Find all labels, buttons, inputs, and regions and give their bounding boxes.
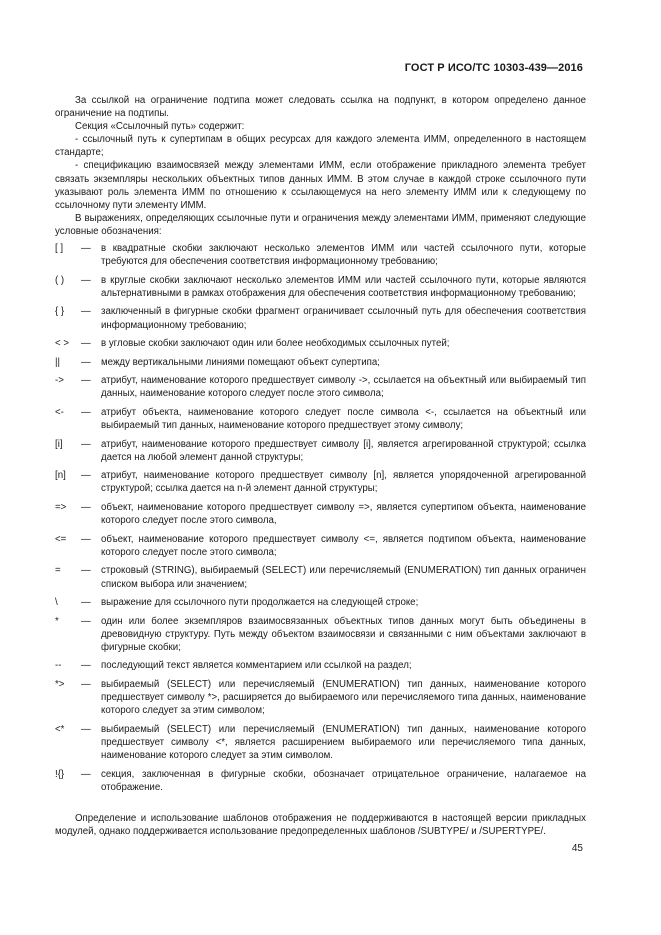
notation-description: выбираемый (SELECT) или перечисляемый (ENUMERATION) тип данных, наименование которого предшествует символу <*, является расширением выбираемого или перечисляемого типа данных, наименование которого следует за этим символом. [101, 723, 586, 762]
notation-symbol: <= [55, 533, 67, 545]
intro-paragraph-1: За ссылкой на ограничение подтипа может следовать ссылка на подпункт, в котором определено данное ограничение на подтипы. [55, 95, 586, 120]
notation-dash: — [81, 338, 91, 350]
notation-symbol: ( ) [55, 274, 65, 286]
intro-paragraph-4: - спецификацию взаимосвязей между элементами ИММ, если отображение прикладного элемента требует связать экземпляры нескольких объектных типов данных ИММ. В этом случае в каждой строке ссылочного пути указывают роль элемента ИММ по отношению к ссылающемуся на него элементу ИММ или к следующему по ссылочному пути элементу ИММ. [55, 160, 586, 211]
notation-description: в угловые скобки заключают один или более необходимых ссылочных путей; [101, 338, 450, 350]
notation-item [55, 242, 586, 268]
notation-symbol: [ ] [55, 243, 64, 255]
notation-dash: — [81, 306, 91, 318]
notation-item [55, 678, 586, 717]
notation-dash: — [81, 768, 91, 780]
notation-item [55, 469, 586, 495]
notation-dash: — [81, 723, 91, 735]
notation-item [55, 659, 586, 672]
notation-item [55, 274, 586, 300]
notation-dash: — [81, 274, 91, 286]
notation-item [55, 337, 586, 350]
notation-symbol: \ [55, 597, 58, 609]
notation-item [55, 406, 586, 432]
notation-dash: — [81, 660, 91, 672]
notation-dash: — [81, 533, 91, 545]
notation-symbol: < > [55, 338, 70, 350]
intro-paragraph-3: - ссылочный путь к супертипам в общих ресурсах для каждого элемента ИММ, определенного в настоящем стандарте; [55, 134, 586, 159]
notation-description: атрибут, наименование которого предшествует символу [i], является агрегированной структурой; ссылка дается на любой элемент данной структуры; [101, 438, 586, 463]
document-header: ГОСТ Р ИСО/ТС 10303-439—2016 [404, 62, 583, 74]
notation-dash: — [81, 406, 91, 418]
notation-description: объект, наименование которого предшествует символу =>, является супертипом объекта, наименование которого следует после этого символа, [101, 502, 586, 527]
notation-symbol: -- [55, 660, 62, 672]
notation-description: в квадратные скобки заключают несколько элементов ИММ или частей ссылочного пути, которые требуются для обеспечения соответствия информационному требованию; [101, 243, 586, 268]
notation-symbol: || [55, 356, 61, 368]
notation-description: атрибут, наименование которого предшествует символу ->, ссылается на объектный или выбираемый тип данных, наименование которого следует после этого символа; [101, 375, 586, 400]
notation-description: выбираемый (SELECT) или перечисляемый (ENUMERATION) тип данных, наименование которого предшествует символу *>, расширяется до выбираемого или перечисляемого типа данных, наименование которого следует за этим символом; [101, 679, 586, 717]
notation-item [55, 768, 586, 794]
notation-dash: — [81, 615, 91, 627]
notation-item [55, 615, 586, 654]
notation-symbol: *> [55, 679, 65, 691]
notation-item [55, 596, 586, 609]
notation-item [55, 564, 586, 590]
notation-description: атрибут, наименование которого предшествует символу [n], является упорядоченной агрегированной структурой; ссылка дается на n-й элемент данной структуры; [101, 470, 586, 495]
final-paragraph: Определение и использование шаблонов отображения не поддерживаются в настоящей версии прикладных модулей, однако поддерживается использование предопределенных шаблонов /SUBTYPE/ и /SUPERTYPE/. [55, 812, 586, 837]
notation-description: атрибут объекта, наименование которого следует после символа <-, ссылается на объектный или выбираемый тип данных, наименование которого предшествует этому символу; [101, 406, 586, 432]
notation-item [55, 533, 586, 559]
notation-symbol: { } [55, 306, 65, 318]
notation-dash: — [81, 243, 91, 255]
notation-symbol: !{} [55, 768, 65, 780]
notation-description: объект, наименование которого предшествует символу <=, является подтипом объекта, наименование которого следует после этого символа; [101, 533, 586, 558]
notation-symbol: [n] [55, 470, 66, 482]
intro-paragraph-2: Секция «Ссылочный путь» содержит: [75, 121, 245, 133]
notation-dash: — [81, 438, 91, 450]
notation-dash: — [81, 502, 91, 514]
intro-paragraph-5: В выражениях, определяющих ссылочные пути и ограничения между элементами ИММ, применяют следующие условные обозначения: [55, 212, 586, 237]
notation-symbol: <- [55, 406, 64, 418]
notation-item [55, 438, 586, 464]
notation-symbol: * [55, 615, 59, 627]
notation-description: в круглые скобки заключают несколько элементов ИММ или частей ссылочного пути, которые являются альтернативными в рамках отображения для обеспечения соответствия информационному требованию; [101, 274, 586, 299]
notation-dash: — [81, 356, 91, 368]
notation-symbol: = [55, 565, 61, 577]
notation-description: секция, заключенная в фигурные скобки, обозначает отрицательное ограничение, налагаемое на отображение. [101, 768, 586, 793]
notation-description: выражение для ссылочного пути продолжается на следующей строке; [101, 597, 419, 609]
notation-item [55, 305, 586, 331]
notation-symbol: <* [55, 723, 65, 735]
page-number: 45 [571, 843, 583, 854]
notation-dash: — [81, 679, 91, 691]
notation-dash: — [81, 597, 91, 609]
notation-dash: — [81, 470, 91, 482]
notation-item [55, 374, 586, 400]
notation-description: последующий текст является комментарием или ссылкой на раздел; [101, 660, 412, 672]
notation-description: строковый (STRING), выбираемый (SELECT) или перечисляемый (ENUMERATION) тип данных ограничен списком выбора или значением; [101, 565, 586, 590]
notation-item [55, 356, 586, 369]
notation-description: заключенный в фигурные скобки фрагмент ограничивает ссылочный путь для обеспечения соответствия информационному требованию; [101, 306, 586, 331]
notation-symbol: [i] [55, 438, 63, 450]
notation-description: между вертикальными линиями помещают объект супертипа; [101, 356, 380, 368]
notation-symbol: -> [55, 375, 64, 387]
notation-dash: — [81, 565, 91, 577]
notation-list [55, 242, 586, 794]
notation-item [55, 501, 586, 527]
notation-description: один или более экземпляров взаимосвязанных объектных типов данных могут быть объединены в древовидную структуру. Путь между объектом взаимосвязи и связанными с ним объектами заключают в фигурные скобки; [101, 615, 586, 653]
notation-dash: — [81, 375, 91, 387]
page-content [55, 94, 586, 838]
notation-symbol: => [55, 502, 67, 514]
notation-item [55, 723, 586, 762]
